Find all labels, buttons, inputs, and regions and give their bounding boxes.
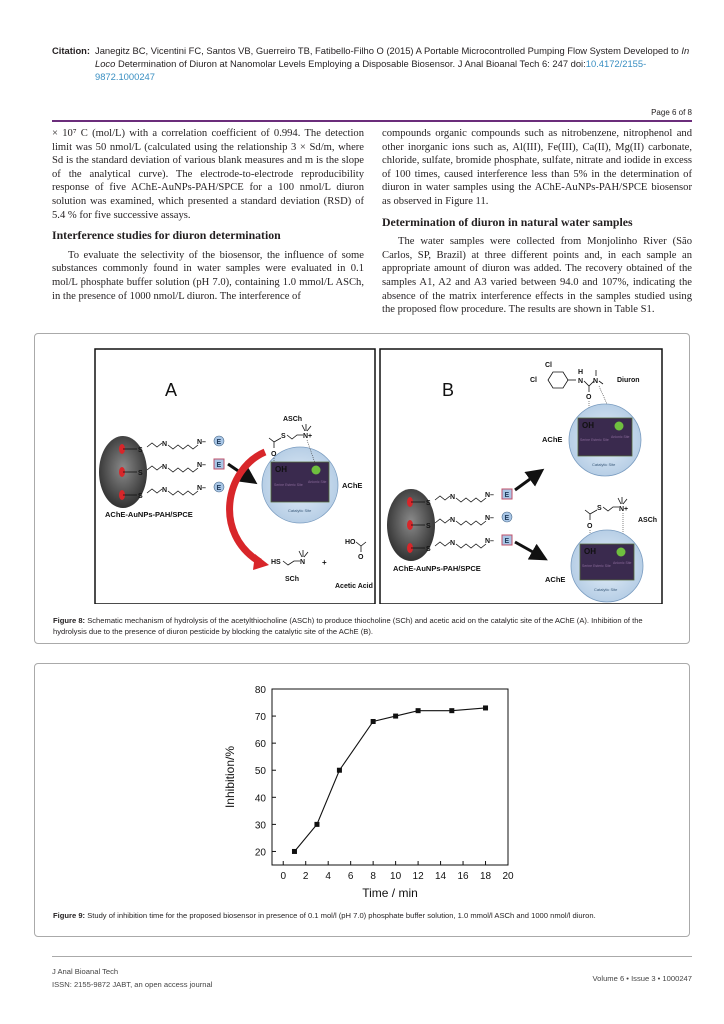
right-column [382, 127, 692, 317]
data-point-marker [337, 768, 342, 773]
citation-text-1: Janegitz BC, Vicentini FC, Santos VB, Guerreiro TB, Fatibello-Filho O (2015) A Portable Microcontrolled Pumping Flow System Developed to [95, 45, 682, 56]
ache-label-a: AChE [342, 481, 363, 490]
chem-s: S [426, 546, 431, 553]
figure-8-scheme [35, 334, 691, 604]
ache-label-b-bottom: AChE [545, 575, 566, 584]
acetic-acid-label: Acetic Acid [335, 583, 373, 590]
x-tick-label: 4 [325, 871, 331, 882]
x-tick-label: 20 [502, 871, 514, 882]
chem-ho: HO [345, 539, 356, 546]
figure-8-caption-label: Figure 8: [53, 616, 86, 625]
chem-n: N [162, 464, 168, 471]
y-axis-ticks [255, 685, 276, 858]
data-point-marker [483, 705, 488, 710]
chem-s: S [138, 447, 143, 454]
anionic-site-label: Anionic Site [613, 561, 632, 565]
figure-8-caption [53, 615, 675, 637]
footer-issn: ISSN: 2155-9872 JABT, an open access journal [52, 980, 213, 989]
enzyme-e: E [504, 515, 510, 522]
ache-label-b-top: AChE [542, 435, 563, 444]
x-axis-label: Time / min [362, 886, 418, 900]
catalytic-site-label: Catalytic Site [592, 462, 616, 467]
figure-9-caption-label: Figure 9: [53, 911, 86, 920]
chem-s: S [426, 500, 431, 507]
section-heading-natural-water: Determination of diuron in natural water samples [382, 214, 633, 229]
chem-s: S [281, 433, 286, 440]
esteric-site-label: Serine Esteric Site [582, 564, 611, 568]
panel-b-label: B [442, 380, 455, 400]
chem-n: N [578, 378, 584, 385]
chem-o: O [271, 451, 277, 458]
y-tick-label: 40 [254, 793, 266, 805]
data-point-marker [449, 708, 454, 713]
figure-9 [34, 663, 690, 937]
asch-label-b: ASCh [638, 517, 658, 524]
section-heading-interference: Interference studies for diuron determination [52, 228, 281, 243]
esteric-site-label: Serine Esteric Site [274, 483, 303, 487]
citation-text-2: Determination of Diuron at Nanomolar Levels Employing a Disposable Biosensor. J Anal Bioanal Tech 6: 247 doi: [115, 58, 586, 69]
left-column [52, 127, 364, 303]
left-para-1: × 10⁷ C (mol/L) with a correlation coefficient of 0.994. The detection limit was 50 nmol/L (calculated using the relationship 3 × Sd/m, where Sd is the standard deviation of various blank measures and m is the slope of the analytical curve). The electrode-to-electrode reproducibility response of five AChE-AuNPs-PAH/SPCE for a 100 nmol/L diuron solution was examined, which presented a standard deviation (RSD) of 5.4 % for five successive assays. [52, 128, 364, 221]
x-tick-label: 12 [412, 871, 424, 882]
anionic-site-a [312, 466, 321, 475]
sch-label: SCh [285, 576, 299, 583]
chem-n: N [450, 494, 456, 501]
panel-a-label: A [165, 380, 178, 400]
footer-divider [52, 956, 692, 957]
plus-sign: + [322, 558, 327, 567]
enzyme-e: E [216, 439, 222, 446]
chem-n-dash: N– [197, 485, 206, 492]
data-point-marker [393, 714, 398, 719]
y-tick-label: 80 [254, 685, 266, 696]
x-tick-label: 0 [280, 871, 287, 882]
citation-label: Citation: [52, 45, 91, 56]
data-point-marker [416, 708, 421, 713]
chem-s: S [138, 493, 143, 500]
enzyme-e: E [216, 485, 222, 492]
chem-hs: HS [271, 559, 281, 566]
data-point-marker [292, 849, 297, 854]
asch-label-a: ASCh [283, 416, 303, 423]
figure-8 [34, 333, 690, 644]
chem-n: N [450, 540, 456, 547]
catalytic-site-label: Catalytic Site [594, 587, 618, 592]
plot-frame [272, 689, 508, 865]
chem-n-dash: N– [197, 439, 206, 446]
chem-cl: Cl [545, 362, 552, 369]
oh-group: OH [582, 421, 594, 430]
chem-n: N [593, 378, 599, 385]
page-number: Page 6 of 8 [651, 108, 692, 117]
x-tick-label: 6 [347, 871, 354, 882]
figure-8-caption-text: Schematic mechanism of hydrolysis of the acetylthiocholine (ASCh) to produce thiocholine (SCh) and acetic acid on the catalytic site of the AChE (A). Inhibition of the hydrolysis due to the presence of diuron pesticide by blocking the catalytic site of the AChE (B). [53, 616, 643, 636]
esteric-site-label: Serine Esteric Site [580, 438, 609, 442]
anionic-site-label: Anionic Site [308, 480, 327, 484]
doi-link[interactable]: 10.4172/2155-9872.1000247 [95, 58, 647, 82]
citation-italic: In Loco [95, 45, 690, 69]
data-point-marker [371, 719, 376, 724]
y-tick-label: 30 [254, 820, 266, 832]
chem-o: O [586, 394, 592, 401]
figure-9-caption [53, 910, 675, 921]
y-tick-label: 70 [254, 712, 266, 724]
electrode-label-a: AChE-AuNPs-PAH/SPCE [105, 510, 193, 519]
inhibition-time-chart [35, 664, 691, 904]
data-point-marker [314, 822, 319, 827]
footer-volume: Volume 6 • Issue 3 • 1000247 [592, 974, 692, 983]
series-markers [292, 705, 488, 854]
x-tick-label: 8 [370, 871, 376, 882]
chem-cl: Cl [530, 377, 537, 384]
chem-n-dash: N– [485, 538, 494, 545]
chem-n: N [300, 559, 306, 566]
chem-o: O [587, 523, 593, 530]
citation [52, 44, 692, 83]
chem-o: O [358, 554, 364, 561]
oh-group: OH [275, 465, 287, 474]
y-axis-label: Inhibition/% [223, 745, 237, 809]
electrode-label-b: AChE-AuNPs-PAH/SPCE [393, 564, 481, 573]
x-tick-label: 2 [302, 871, 309, 882]
anionic-site-b-top [615, 422, 624, 431]
chem-n-plus: N+ [303, 433, 313, 440]
left-para-2: To evaluate the selectivity of the biosensor, the influence of some substances commonly found in water samples were evaluated in 0.1 mol/L phosphate buffer solution (pH 7.0), containing 1.0 mmol/L ASCh, in the presence of 1000 nmol/L diuron. The interference of [52, 249, 364, 302]
enzyme-e: E [504, 492, 510, 499]
y-tick-label: 20 [254, 847, 266, 859]
chem-s: S [597, 505, 602, 512]
x-tick-label: 10 [390, 871, 402, 882]
enzyme-e: E [504, 538, 510, 545]
enzyme-e: E [216, 462, 222, 469]
chem-s: S [426, 523, 431, 530]
y-tick-label: 60 [254, 739, 266, 751]
chem-n-dash: N– [485, 492, 494, 499]
diuron-label: Diuron [617, 377, 640, 384]
x-tick-label: 14 [435, 871, 447, 882]
footer-journal: J Anal Bioanal Tech [52, 967, 119, 976]
chem-n: N [162, 487, 168, 494]
right-para-2: The water samples were collected from Monjolinho River (São Carlos, SP, Brazil) at three different points and, in each sample an appropriate amount of diuron was added. The recovery obtained of the samples A1, A2 and A3 varied between 94.0 and 107%, indicating the absence of the matrix interference effects in the samples studied using the proposed flow procedure. The results are shown in Table S1. [382, 236, 692, 316]
series-line-inhibition [294, 708, 485, 852]
chem-s: S [138, 470, 143, 477]
chem-h: H [578, 369, 584, 376]
anionic-site-b-bottom [617, 548, 626, 557]
chem-n-dash: N– [197, 462, 206, 469]
chem-n: N [450, 517, 456, 524]
x-tick-label: 16 [457, 871, 469, 882]
chem-n: N [162, 441, 168, 448]
anionic-site-label: Anionic Site [611, 435, 630, 439]
chem-n-plus: N+ [619, 506, 629, 513]
right-para-1: compounds organic compounds such as nitrobenzene, nitrophenol and other inorganic ions such as, Al(III), Fe(III), Ca(II), Mg(II) carbonate, chloride, sulfate, bromide phosphate, sulfate, nitrate and iodide in excess of 100 times, caused interference less than 5% in the determination of diuron in water samples using the AChE-AuNPs-PAH/SPCE biosensor as observed in Figure 11. [382, 128, 692, 207]
chem-n-dash: N– [485, 515, 494, 522]
x-tick-label: 18 [479, 871, 492, 882]
x-axis-ticks [280, 861, 514, 882]
y-tick-label: 50 [254, 766, 266, 778]
catalytic-site-label: Catalytic Site [288, 508, 312, 513]
figure-9-caption-text: Study of inhibition time for the proposed biosensor in presence of 0.1 mol/l (pH 7.0) phosphate buffer solution, 1.0 mmol/l ASCh and 1000 nmol/l diuron. [85, 911, 596, 920]
header-divider [52, 120, 692, 122]
oh-group: OH [584, 547, 596, 556]
